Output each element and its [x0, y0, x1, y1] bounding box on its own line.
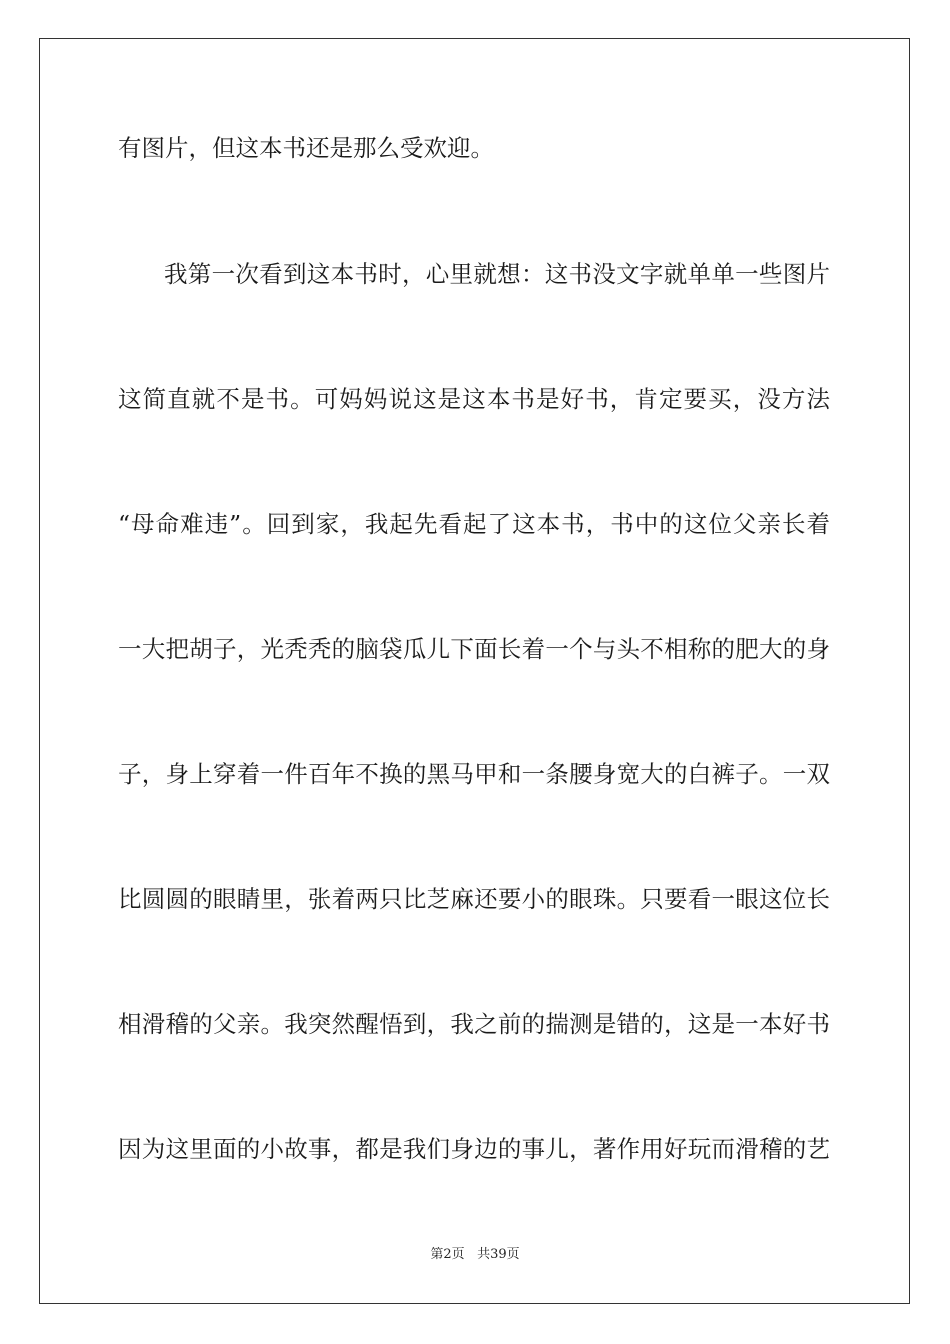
text-line-7: 比圆圆的眼睛里，张着两只比芝麻还要小的眼珠。只要看一眼这位长 [118, 885, 830, 913]
text-line-5: 一大把胡子，光秃秃的脑袋瓜儿下面长着一个与头不相称的肥大的身 [118, 635, 830, 663]
page-number: 第2页 [430, 1247, 465, 1262]
text-line-9: 因为这里面的小故事，都是我们身边的事儿，著作用好玩而滑稽的艺 [118, 1135, 830, 1163]
text-line-2: 我第一次看到这本书时，心里就想：这书没文字就单单一些图片 [164, 260, 830, 288]
text-line-3: 这简直就不是书。可妈妈说这是这本书是好书，肯定要买，没方法 [118, 385, 830, 413]
page-footer [0, 1246, 950, 1264]
text-line-4: “母命难违”。回到家，我起先看起了这本书，书中的这位父亲长着 [118, 510, 830, 538]
text-line-8: 相滑稽的父亲。我突然醒悟到，我之前的揣测是错的，这是一本好书 [118, 1010, 830, 1038]
text-line-1: 有图片，但这本书还是那么受欢迎。 [118, 134, 494, 162]
total-pages: 共39页 [477, 1247, 520, 1262]
page-border [39, 38, 910, 1304]
text-line-6: 子，身上穿着一件百年不换的黑马甲和一条腰身宽大的白裤子。一双 [118, 760, 830, 788]
